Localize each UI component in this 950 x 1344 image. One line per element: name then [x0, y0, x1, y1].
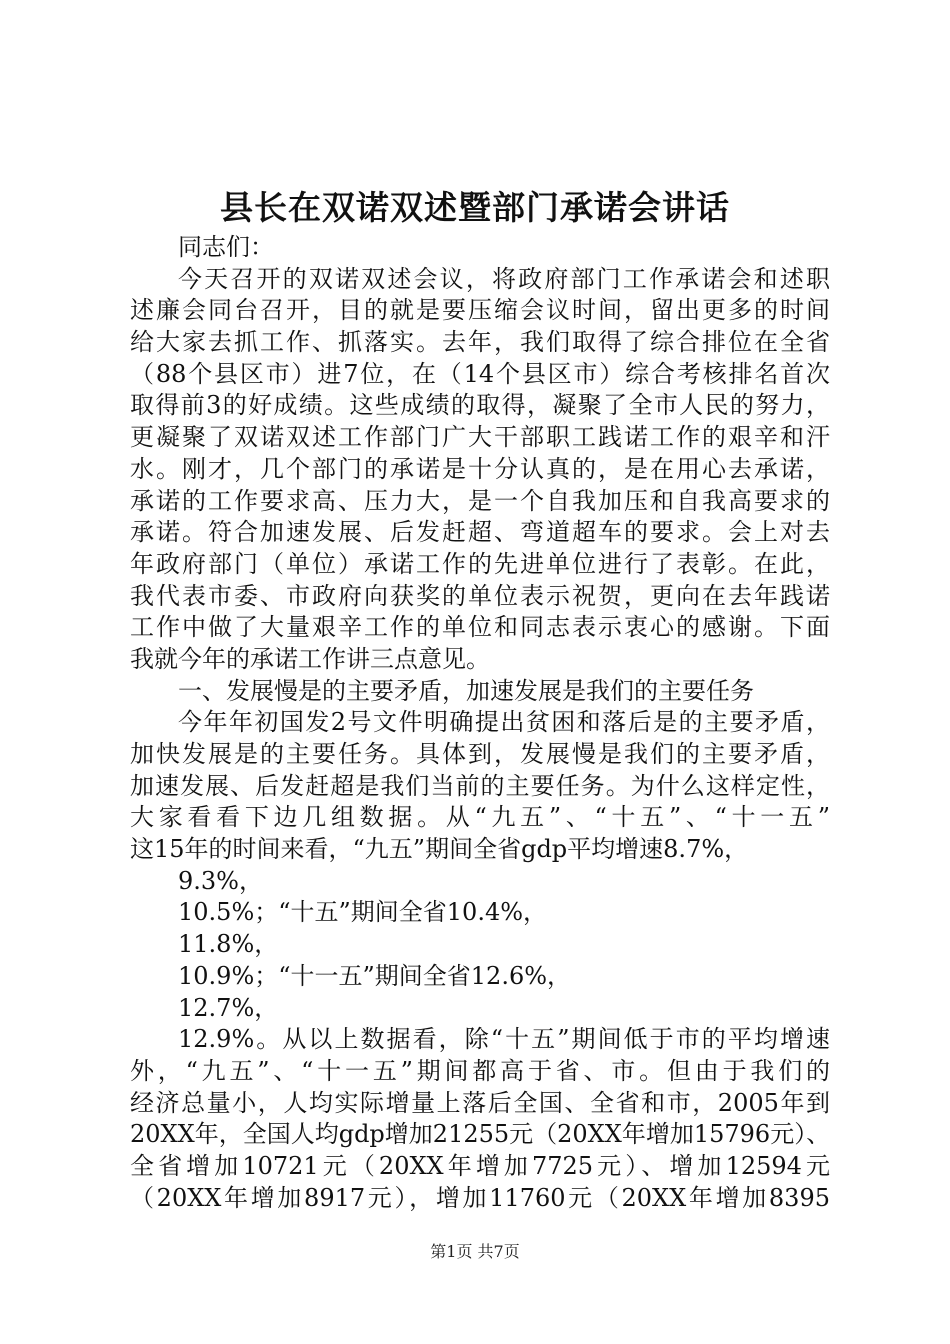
body-line: 给大家去抓工作、抓落实。去年，我们取得了综合排位在全省 [130, 328, 830, 357]
page-footer [0, 1240, 950, 1264]
salutation-line: 同志们： [178, 233, 274, 261]
body-line: 工作中做了大量艰辛工作的单位和同志表示衷心的感谢。下面 [130, 613, 830, 642]
section-heading: 一、发展慢是的主要矛盾，加速发展是我们的主要任务 [178, 676, 754, 705]
body-line: 12.9%。从以上数据看，除“十五”期间低于市的平均增速 [178, 1025, 830, 1054]
body-line: 今天召开的双诺双述会议，将政府部门工作承诺会和述职 [178, 264, 830, 293]
body-line: 我代表市委、市政府向获奖的单位表示祝贺，更向在去年践诺 [130, 581, 830, 610]
document-title: 县长在双诺双述暨部门承诺会讲话 [220, 188, 730, 227]
data-line: 10.5%；“十五”期间全省10.4%， [178, 898, 548, 927]
data-line: 10.9%；“十一五”期间全省12.6%， [178, 961, 572, 990]
data-line: 9.3%， [178, 866, 263, 895]
body-line: 水。刚才，几个部门的承诺是十分认真的，是在用心去承诺， [130, 454, 830, 483]
body-line: 加速发展、后发赶超是我们当前的主要任务。为什么这样定性， [130, 771, 830, 800]
page-number-label: 第1页 共7页 [430, 1242, 520, 1261]
body-line: 大家看看下边几组数据。从“九五”、“十五”、“十一五” [130, 803, 830, 832]
data-line: 12.7%， [178, 993, 279, 1022]
body-line: （20XX年增加8917元），增加11760元（20XX年增加8395 [130, 1183, 830, 1212]
document-body [130, 232, 830, 1214]
body-line: 今年年初国发2号文件明确提出贫困和落后是的主要矛盾， [178, 708, 830, 737]
body-line: 述廉会同台召开，目的就是要压缩会议时间，留出更多的时间 [130, 296, 830, 325]
body-line: 年政府部门（单位）承诺工作的先进单位进行了表彰。在此， [130, 549, 830, 578]
body-line: 承诺的工作要求高、压力大，是一个自我加压和自我高要求的 [130, 486, 830, 515]
body-line: 承诺。符合加速发展、后发赶超、弯道超车的要求。会上对去 [130, 518, 830, 547]
body-line: 更凝聚了双诺双述工作部门广大干部职工践诺工作的艰辛和汗 [130, 423, 830, 452]
body-line: 我就今年的承诺工作讲三点意见。 [130, 644, 490, 673]
body-line: 20XX年，全国人均gdp增加21255元（20XX年增加15796元）、 [130, 1120, 831, 1149]
body-line: 外，“九五”、“十一五”期间都高于省、市。但由于我们的 [130, 1056, 830, 1085]
body-line: 经济总量小，人均实际增量上落后全国、全省和市，2005年到 [130, 1088, 830, 1117]
body-line: 加快发展是的主要任务。具体到，发展慢是我们的主要矛盾， [130, 740, 830, 768]
body-line: （88个县区市）进7位，在（14个县区市）综合考核排名首次 [130, 359, 830, 388]
body-line: 取得前3的好成绩。这些成绩的取得，凝聚了全市人民的努力， [130, 391, 830, 420]
body-line: 全省增加10721元（20XX年增加7725元）、增加12594元 [130, 1151, 830, 1180]
body-line: 这15年的时间来看，“九五”期间全省gdp平均增速8.7%， [130, 835, 749, 864]
data-line: 11.8%， [178, 930, 279, 959]
